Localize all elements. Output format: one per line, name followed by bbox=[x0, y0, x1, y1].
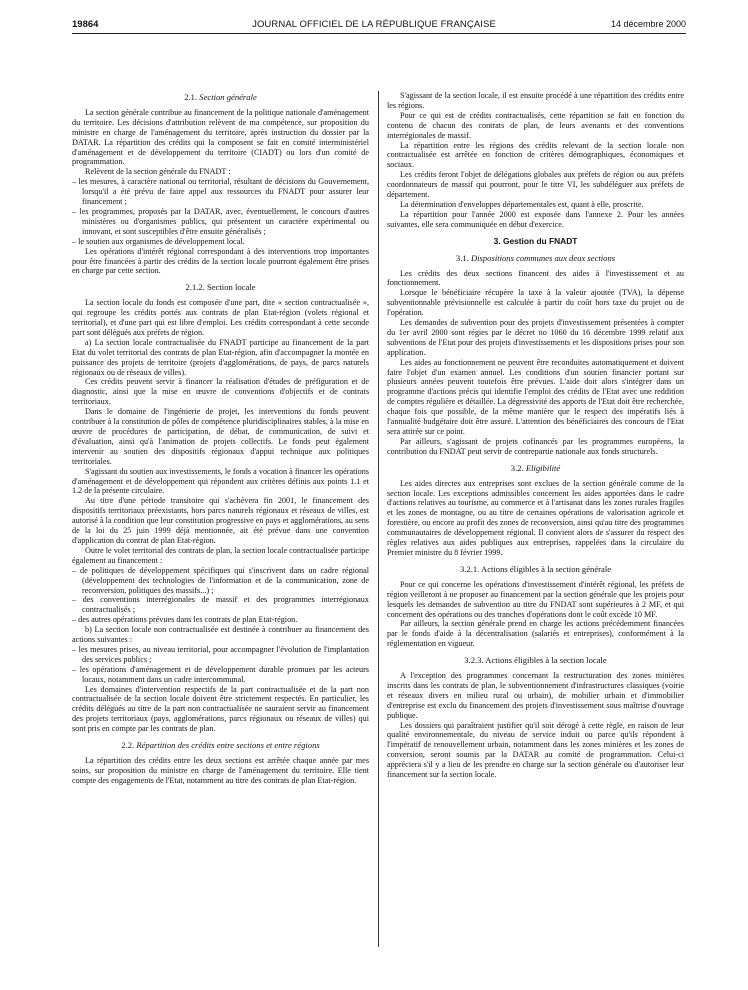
list-item: – de politiques de développement spécifiques qui s'inscrivent dans un cadre régional (développement des technologies de l'information et de la communication, zone de reconversion, politiques des massifs...) ; bbox=[72, 566, 369, 596]
section-title: Répartition des crédits entre sections et entre régions bbox=[136, 740, 320, 751]
section-heading bbox=[72, 741, 369, 751]
list-item: – les programmes, proposés par la DATAR, avec, éventuellement, le concours d'autres ministères ou d'organismes publics, qui présentent un caractère expérimental ou innovant, et sont susceptibles d'être ensuite généralisés ; bbox=[72, 207, 369, 237]
bullet-list bbox=[72, 177, 369, 246]
section-heading bbox=[72, 283, 369, 293]
right-column bbox=[387, 91, 684, 780]
paragraph: La section locale du fonds est composée d'une part, dite « section contractualisée », qui regroupe les crédits portés aux contrats de plan Etat-région (volets régional et territorial), et d'une part qui est libre d'emploi. Les crédits correspondant à cette seconde part sont délégués aux préfets de région. bbox=[72, 298, 369, 337]
page-number: 19864 bbox=[72, 19, 99, 30]
section-number: 3. bbox=[493, 235, 501, 246]
section-title: Gestion du FNADT bbox=[502, 235, 578, 246]
paragraph: Par ailleurs, s'agissant de projets cofinancés par les programmes européens, la contribution du FNDAT peut servir de contrepartie nationale aux fonds structurels. bbox=[387, 436, 684, 456]
left-column bbox=[72, 93, 369, 786]
list-item: – les opérations d'aménagement et de développement durable promues par les acteurs locaux, notamment dans un cadre intercommunal. bbox=[72, 665, 369, 685]
paragraph: S'agissant de la section locale, il est ensuite procédé à une répartition des crédits entre les régions. bbox=[387, 91, 684, 110]
paragraph: Les opérations d'intérêt régional correspondant à des interventions trop importantes pour être financées à partir des crédits de la section locale pourront également être prises en charge par cette section. bbox=[72, 246, 369, 276]
column-divider bbox=[378, 91, 379, 947]
paragraph: La répartition entre les régions des crédits relevant de la section locale non contractualisée est arrêtée en fonction de critères démographiques, économiques et sociaux. bbox=[387, 140, 684, 170]
paragraph: a) La section locale contractualisée du FNADT participe au financement de la part Etat du volet territorial des contrats de plan Etat-région, afin d'accompagner la montée en puissance des projets de territoire (projets d'agglomérations, de pays, de parcs naturels régionaux ou de réseaux de villes). bbox=[72, 337, 369, 377]
section-number: 2.2. bbox=[121, 740, 135, 751]
paragraph: Pour ce qui est de crédits contractualisés, cette répartition se fait en fonction du contenu de chacun des contrats de plan, de leurs avenants et des conventions interrégionales de massif. bbox=[387, 110, 684, 140]
journal-title: JOURNAL OFFICIEL DE LA RÉPUBLIQUE FRANÇAISE bbox=[252, 19, 496, 30]
section-number: 3.1. bbox=[455, 252, 469, 263]
section-heading bbox=[387, 565, 684, 575]
header-rule bbox=[72, 33, 686, 34]
list-item: – le soutien aux organismes de développement local. bbox=[72, 237, 369, 247]
list-item: – des conventions interrégionales de massif et des programmes interrégionaux contractualisés ; bbox=[72, 595, 369, 615]
section-title: Actions éligibles à la section générale bbox=[480, 563, 612, 574]
section-title: Actions éligibles à la section locale bbox=[485, 655, 607, 666]
section-title: Dispositions communes aux deux sections bbox=[470, 252, 616, 263]
section-number: 3.2.1. bbox=[459, 563, 480, 574]
section-title: Section locale bbox=[207, 282, 256, 293]
paragraph: Relèvent de la section générale du FNADT : bbox=[85, 167, 231, 177]
paragraph: Les demandes de subvention pour des projets d'investissement présentées à compter du 1er avril 2000 sont régies par le décret no 1060 du 16 décembre 1999 relatif aux subventions de l'Etat pour des projets d'investissements et les dispositions prises pour son application. bbox=[387, 318, 684, 357]
bullet-list bbox=[72, 566, 369, 625]
bullet-list bbox=[72, 645, 369, 685]
paragraph: Les aides au fonctionnement ne peuvent être reconduites automatiquement et doivent faire l'objet d'un examen annuel. Les conditions d'un soutien financier portant sur plusieurs années peuvent toutefois être prévues. L'aide doit alors s'intégrer dans un programme d'actions précis qui identifie l'emploi des crédits de l'Etat avec une reddition de comptes régulière et détaillée. La dégressivité des apports de l'Etat doit être recherchée, chaque fois que possible, de la même manière que le respect des impératifs liés à l'annualité budgétaire doit être assuré. L'attention des bénéficiaires des concours de l'Etat sera attirée sur ce point. bbox=[387, 357, 684, 436]
paragraph: La répartition des crédits entre les deux sections est arrêtée chaque année par mes soins, sur proposition du ministre en charge de l'aménagement du territoire. Elle tient compte des engagements de l'Etat, notamment au titre des contrats de plan Etat-région. bbox=[72, 756, 369, 785]
paragraph: Les domaines d'intervention respectifs de la part contractualisée et de la part non contractualisée de la section locale doivent être strictement respectés. En particulier, les crédits délégués au titre de la part non contractualisée ne sauraient servir au financement des projets territoriaux (pays, agglomérations, parcs régionaux ou réseaux de villes) qui sont pris en compte par les contrats de plan. bbox=[72, 684, 369, 734]
paragraph: S'agissant du soutien aux investissements, le fonds a vocation à financer les opérations d'aménagement et de développement qui répondent aux critères définis aux points 1.1 et 1.2 de la présente circulaire. bbox=[72, 466, 369, 496]
section-heading bbox=[387, 254, 684, 264]
paragraph: Les crédits feront l'objet de délégations globales aux préfets de région ou aux préfets coordonnateurs de massif qui pourront, pour le titre VI, les subdéléguer aux préfets de département. bbox=[387, 170, 684, 200]
list-item: – des autres opérations prévues dans les contrats de plan Etat-région. bbox=[72, 615, 369, 625]
paragraph: Au titre d'une période transitoire qui s'achèvera fin 2001, le financement des dispositifs territoriaux préexistants, hors parcs naturels régionaux et réseaux de villes, est autorisé à la condition que leur constitution progressive en pays et agglomérations, au sens de la loi du 25 juin 1999 déjà mentionnée, ait été prévue dans une convention d'application du contrat de plan Etat-région. bbox=[72, 496, 369, 545]
section-title: Eligibilité bbox=[525, 462, 561, 473]
section-heading bbox=[387, 656, 684, 666]
section-heading bbox=[387, 464, 684, 474]
section-number: 3.2.3. bbox=[464, 655, 484, 666]
section-title: Section générale bbox=[199, 92, 257, 102]
section-number: 2.1. bbox=[184, 92, 198, 102]
paragraph: Lorsque le bénéficiaire récupère la taxe à la valeur ajoutée (TVA), la dépense subventionnable prévisionnelle est calculée à partir du coût hors taxe du projet ou de l'opération. bbox=[387, 288, 684, 318]
paragraph: Pour ce qui concerne les opérations d'investissement d'intérêt régional, les préfets de région veilleront à ne proposer au financement par la section générale que les projets pour lesquels les demandes de subvention au titre du FNDAT sont supérieures à 2 MF, et qui concernent des opérations ou des tranches d'opérations dont le coût excède 10 MF. bbox=[387, 579, 684, 619]
section-heading bbox=[72, 93, 369, 103]
paragraph: La section générale contribue au financement de la politique nationale d'aménagement du territoire. Les décisions d'attribution relèvent de ma compétence, sur proposition du ministre en charge de l'aménagement du territoire, après instruction du dossier par la DATAR. La répartition des crédits qui la composent se fait en comité interministériel d'aménagement et de développement du territoire (CIADT) ou lors d'un comité de programmation. bbox=[72, 107, 369, 167]
paragraph: Les aides directes aux entreprises sont exclues de la section générale comme de la section locale. Les exceptions admissibles concernent les aides apportées dans le cadre d'actions relatives au tourisme, au commerce et à l'artisanat dans les zones rurales fragiles et les zones de montagne, ou au titre de certaines opérations de valorisation agricole et forestière, ou encore au profit des zones de reconversion, ainsi qu'au titre des programmes communautaires de développement régional. Il convient alors de s'assurer du respect des règles relatives aux aides publiques aux entreprises, rappelées dans la circulaire du Premier ministre du 8 février 1999. bbox=[387, 478, 684, 557]
paragraph: A l'exception des programmes concernant la restructuration des zones minières inscrits dans les contrats de plan, le subventionnement d'infrastructures classiques (voirie et réseaux divers en milieu rural ou urbain), de mobilier urbain et d'immobilier d'entreprise est exclu du financement des projets d'investissement sous maîtrise d'ouvrage publique. bbox=[387, 671, 684, 720]
list-item: – les mesures, à caractère national ou territorial, résultant de décisions du Gouvernement, lorsqu'il a été prévu de faire appel aux ressources du FNADT pour assurer leur financement ; bbox=[72, 177, 369, 207]
paragraph: b) La section locale non contractualisée est destinée à contribuer au financement des actions suivantes : bbox=[72, 625, 369, 645]
section-number: 3.2. bbox=[510, 462, 524, 473]
paragraph: Par ailleurs, la section générale prend en charge les actions précédemment financées par le fonds d'aide à la décentralisation (salariés et entreprises), conformément à la réglementation en vigueur. bbox=[387, 619, 684, 649]
paragraph: La détermination d'enveloppes départementales est, quant à elle, proscrite. bbox=[400, 199, 644, 209]
paragraph: Les dossiers qui paraîtraient justifier qu'il soit dérogé à cette règle, en raison de leur qualité environnementale, du niveau de service induit ou parce qu'ils répondent à l'impératif de renouvellement urbain, notamment dans les zones minières et les zones de conversion, seront soumis par la DATAR au comité de programmation. Celui-ci appréciera s'il y a lieu de les prendre en charge sur la section générale ou d'autoriser leur financement sur la section locale. bbox=[387, 720, 684, 780]
section-heading bbox=[387, 237, 684, 247]
list-item: – les mesures prises, au niveau territorial, pour accompagner l'évolution de l'implantation des services publics ; bbox=[72, 645, 369, 665]
paragraph: La répartition pour l'année 2000 est exposée dans l'annexe 2. Pour les années suivantes, elle sera communiquée en début d'exercice. bbox=[387, 209, 684, 229]
paragraph: Outre le volet territorial des contrats de plan, la section locale contractualisée participe également au financement : bbox=[72, 545, 369, 565]
paragraph: Ces crédits peuvent servir à financer la réalisation d'études de préfiguration et de diagnostic, ainsi que la mise en œuvre de conventions d'objectifs et de contrats territoriaux. bbox=[72, 377, 369, 407]
publication-date: 14 décembre 2000 bbox=[610, 19, 686, 29]
section-number: 2.1.2. bbox=[185, 282, 205, 293]
paragraph: Dans le domaine de l'ingénierie de projet, les interventions du fonds peuvent contribuer à la constitution de pôles de compétence pluridisciplinaires stables, à la mise en œuvre de procédures de participation, de débat, de communication, de suivi et d'évaluation, ainsi qu'à l'animation de projets collectifs. Le fonds peut également intervenir au soutien des dispositifs régionaux d'appui technique aux politiques territoriales. bbox=[72, 407, 369, 466]
paragraph: Les crédits des deux sections financent des aides à l'investissement et au fonctionnement. bbox=[387, 268, 684, 288]
